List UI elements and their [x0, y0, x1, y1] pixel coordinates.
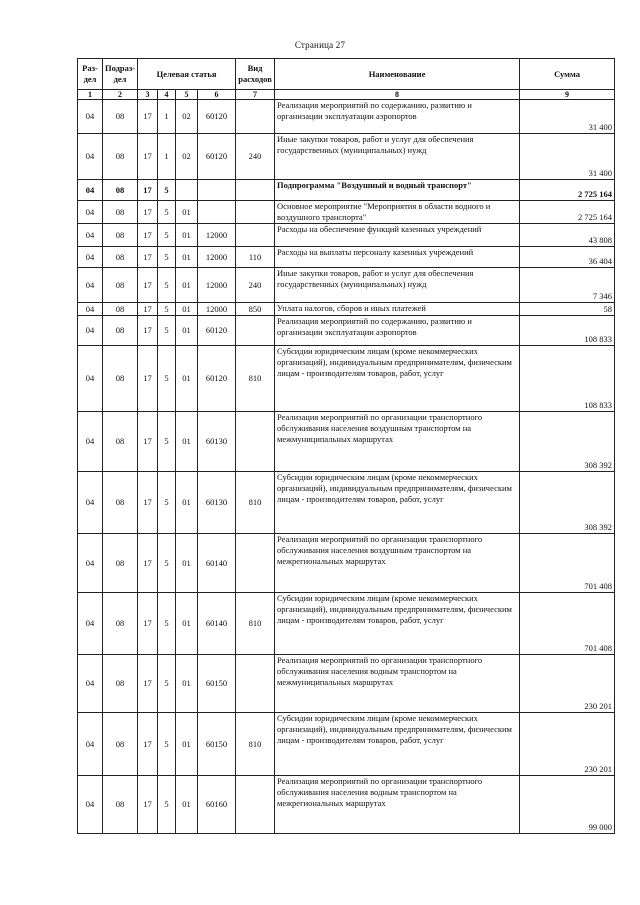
- cell-razdel: 04: [78, 776, 103, 834]
- cell-program: 17: [138, 346, 158, 412]
- cell-event: 01: [176, 268, 198, 303]
- cell-program: 17: [138, 655, 158, 713]
- cell-program: 17: [138, 316, 158, 346]
- cell-subprogram: 5: [158, 472, 176, 534]
- cell-event: 02: [176, 100, 198, 134]
- column-number: 8: [275, 90, 520, 100]
- cell-program: 17: [138, 303, 158, 316]
- cell-podrazdel: 08: [103, 100, 138, 134]
- cell-sum: 99 000: [520, 776, 615, 834]
- cell-target-code: 60120: [198, 100, 236, 134]
- cell-podrazdel: 08: [103, 316, 138, 346]
- cell-program: 17: [138, 713, 158, 776]
- cell-vid: 810: [236, 713, 275, 776]
- table-row: [78, 247, 615, 268]
- cell-target-code: 12000: [198, 224, 236, 247]
- cell-target-code: 60160: [198, 776, 236, 834]
- cell-event: 01: [176, 593, 198, 655]
- column-number: 4: [158, 90, 176, 100]
- cell-sum: 31 400: [520, 100, 615, 134]
- cell-podrazdel: 08: [103, 180, 138, 201]
- cell-razdel: 04: [78, 303, 103, 316]
- cell-event: 01: [176, 472, 198, 534]
- cell-podrazdel: 08: [103, 534, 138, 593]
- cell-vid: 810: [236, 472, 275, 534]
- cell-sum: 230 201: [520, 655, 615, 713]
- cell-sum: 108 833: [520, 346, 615, 412]
- cell-program: 17: [138, 134, 158, 180]
- cell-sum: 701 408: [520, 534, 615, 593]
- cell-event: 01: [176, 534, 198, 593]
- cell-subprogram: 5: [158, 303, 176, 316]
- header-name: Наименование: [275, 59, 520, 90]
- cell-name: Иные закупки товаров, работ и услуг для обеспечения государственных (муниципальных) нужд: [275, 268, 520, 303]
- cell-subprogram: 5: [158, 201, 176, 224]
- cell-vid: 240: [236, 268, 275, 303]
- table-row: [78, 134, 615, 180]
- cell-podrazdel: 08: [103, 247, 138, 268]
- header-vid: Вид расходов: [236, 59, 275, 90]
- cell-podrazdel: 08: [103, 655, 138, 713]
- cell-name: Иные закупки товаров, работ и услуг для обеспечения государственных (муниципальных) нужд: [275, 134, 520, 180]
- header-sum: Сумма: [520, 59, 615, 90]
- cell-podrazdel: 08: [103, 134, 138, 180]
- table-row: [78, 224, 615, 247]
- cell-razdel: 04: [78, 100, 103, 134]
- column-number: 5: [176, 90, 198, 100]
- cell-podrazdel: 08: [103, 593, 138, 655]
- table-body: [78, 100, 615, 834]
- cell-vid: [236, 412, 275, 472]
- column-number: 3: [138, 90, 158, 100]
- cell-name: Реализация мероприятий по содержанию, развитию и организации эксплуатации аэропортов: [275, 316, 520, 346]
- cell-sum: 58: [520, 303, 615, 316]
- cell-vid: [236, 100, 275, 134]
- cell-target-code: 60150: [198, 713, 236, 776]
- cell-vid: 850: [236, 303, 275, 316]
- cell-target-code: [198, 180, 236, 201]
- cell-name: Субсидии юридическим лицам (кроме некоммерческих организаций), индивидуальным предпринимателям, физическим лицам - производителям товаров, работ, услуг: [275, 593, 520, 655]
- cell-target-code: 60140: [198, 534, 236, 593]
- cell-event: 01: [176, 655, 198, 713]
- cell-vid: [236, 316, 275, 346]
- cell-razdel: 04: [78, 346, 103, 412]
- cell-podrazdel: 08: [103, 201, 138, 224]
- cell-subprogram: 5: [158, 655, 176, 713]
- cell-subprogram: 5: [158, 346, 176, 412]
- cell-subprogram: 1: [158, 100, 176, 134]
- cell-podrazdel: 08: [103, 412, 138, 472]
- cell-subprogram: 1: [158, 134, 176, 180]
- table-row: [78, 655, 615, 713]
- table-row: [78, 534, 615, 593]
- cell-podrazdel: 08: [103, 303, 138, 316]
- cell-name: Основное мероприятие "Мероприятия в области водного и воздушного транспорта": [275, 201, 520, 224]
- cell-target-code: 60120: [198, 134, 236, 180]
- cell-event: 02: [176, 134, 198, 180]
- column-number: 1: [78, 90, 103, 100]
- cell-vid: 240: [236, 134, 275, 180]
- cell-sum: 2 725 164: [520, 180, 615, 201]
- cell-program: 17: [138, 201, 158, 224]
- cell-sum: 43 808: [520, 224, 615, 247]
- cell-sum: 230 201: [520, 713, 615, 776]
- cell-razdel: 04: [78, 655, 103, 713]
- cell-name: Уплата налогов, сборов и иных платежей: [275, 303, 520, 316]
- cell-subprogram: 5: [158, 316, 176, 346]
- cell-program: 17: [138, 593, 158, 655]
- table-row: [78, 593, 615, 655]
- cell-event: 01: [176, 224, 198, 247]
- cell-subprogram: 5: [158, 713, 176, 776]
- cell-target-code: 60120: [198, 316, 236, 346]
- cell-name: Реализация мероприятий по содержанию, развитию и организации эксплуатации аэропортов: [275, 100, 520, 134]
- table-row: [78, 100, 615, 134]
- cell-program: 17: [138, 100, 158, 134]
- cell-podrazdel: 08: [103, 472, 138, 534]
- cell-program: 17: [138, 472, 158, 534]
- column-number: 7: [236, 90, 275, 100]
- table-row: [78, 713, 615, 776]
- budget-table: [77, 58, 615, 834]
- cell-sum: 2 725 164: [520, 201, 615, 224]
- cell-vid: [236, 776, 275, 834]
- cell-event: 01: [176, 201, 198, 224]
- table-row: [78, 201, 615, 224]
- cell-name: Подпрограмма "Воздушный и водный транспорт": [275, 180, 520, 201]
- table-row: [78, 346, 615, 412]
- cell-razdel: 04: [78, 247, 103, 268]
- cell-vid: [236, 180, 275, 201]
- cell-name: Расходы на обеспечение функций казенных учреждений: [275, 224, 520, 247]
- cell-subprogram: 5: [158, 180, 176, 201]
- cell-razdel: 04: [78, 180, 103, 201]
- cell-vid: [236, 224, 275, 247]
- cell-name: Расходы на выплаты персоналу казенных учреждений: [275, 247, 520, 268]
- cell-event: 01: [176, 713, 198, 776]
- cell-name: Субсидии юридическим лицам (кроме некоммерческих организаций), индивидуальным предпринимателям, физическим лицам - производителям товаров, работ, услуг: [275, 713, 520, 776]
- cell-razdel: 04: [78, 201, 103, 224]
- cell-event: 01: [176, 247, 198, 268]
- cell-subprogram: 5: [158, 412, 176, 472]
- cell-podrazdel: 08: [103, 713, 138, 776]
- cell-target-code: 60140: [198, 593, 236, 655]
- table-row: [78, 776, 615, 834]
- header-razdel: Раз-дел: [78, 59, 103, 90]
- cell-target-code: 60120: [198, 346, 236, 412]
- column-number-row: [78, 90, 615, 100]
- cell-razdel: 04: [78, 268, 103, 303]
- cell-subprogram: 5: [158, 593, 176, 655]
- cell-podrazdel: 08: [103, 346, 138, 412]
- cell-event: 01: [176, 316, 198, 346]
- table-row: [78, 180, 615, 201]
- cell-target-code: 12000: [198, 303, 236, 316]
- cell-vid: [236, 201, 275, 224]
- cell-podrazdel: 08: [103, 776, 138, 834]
- cell-razdel: 04: [78, 534, 103, 593]
- page-number: Страница 27: [294, 40, 346, 50]
- cell-sum: 7 346: [520, 268, 615, 303]
- table-row: [78, 303, 615, 316]
- table-row: [78, 472, 615, 534]
- table-row: [78, 316, 615, 346]
- cell-program: 17: [138, 412, 158, 472]
- cell-target-code: [198, 201, 236, 224]
- cell-vid: 810: [236, 593, 275, 655]
- cell-sum: 36 404: [520, 247, 615, 268]
- cell-vid: [236, 534, 275, 593]
- cell-subprogram: 5: [158, 247, 176, 268]
- cell-event: [176, 180, 198, 201]
- cell-event: 01: [176, 776, 198, 834]
- cell-name: Реализация мероприятий по организации транспортного обслуживания населения водным транспортом на межрегиональных маршрутах: [275, 776, 520, 834]
- cell-program: 17: [138, 776, 158, 834]
- cell-program: 17: [138, 247, 158, 268]
- cell-target-code: 60150: [198, 655, 236, 713]
- column-number: 2: [103, 90, 138, 100]
- cell-sum: 308 392: [520, 412, 615, 472]
- header-target: Целевая статья: [138, 59, 236, 90]
- table-header-row: [78, 59, 615, 90]
- cell-razdel: 04: [78, 472, 103, 534]
- cell-subprogram: 5: [158, 224, 176, 247]
- cell-razdel: 04: [78, 224, 103, 247]
- cell-razdel: 04: [78, 134, 103, 180]
- column-number: 6: [198, 90, 236, 100]
- cell-razdel: 04: [78, 593, 103, 655]
- cell-vid: 810: [236, 346, 275, 412]
- column-number: 9: [520, 90, 615, 100]
- cell-event: 01: [176, 303, 198, 316]
- cell-razdel: 04: [78, 713, 103, 776]
- cell-vid: 110: [236, 247, 275, 268]
- cell-program: 17: [138, 224, 158, 247]
- cell-sum: 108 833: [520, 316, 615, 346]
- cell-target-code: 12000: [198, 268, 236, 303]
- cell-razdel: 04: [78, 316, 103, 346]
- cell-name: Реализация мероприятий по организации транспортного обслуживания населения воздушным транспортом на межмуниципальных маршрутах: [275, 412, 520, 472]
- cell-subprogram: 5: [158, 776, 176, 834]
- cell-program: 17: [138, 268, 158, 303]
- cell-program: 17: [138, 534, 158, 593]
- cell-event: 01: [176, 412, 198, 472]
- cell-sum: 701 408: [520, 593, 615, 655]
- cell-vid: [236, 655, 275, 713]
- cell-name: Реализация мероприятий по организации транспортного обслуживания населения воздушным транспортом на межрегиональных маршрутах: [275, 534, 520, 593]
- cell-target-code: 60130: [198, 412, 236, 472]
- cell-subprogram: 5: [158, 534, 176, 593]
- cell-subprogram: 5: [158, 268, 176, 303]
- table-row: [78, 412, 615, 472]
- cell-podrazdel: 08: [103, 224, 138, 247]
- cell-name: Реализация мероприятий по организации транспортного обслуживания населения водным транспортом на межмуниципальных маршрутах: [275, 655, 520, 713]
- cell-sum: 308 392: [520, 472, 615, 534]
- cell-sum: 31 400: [520, 134, 615, 180]
- cell-podrazdel: 08: [103, 268, 138, 303]
- cell-target-code: 12000: [198, 247, 236, 268]
- header-podrazdel: Подраз-дел: [103, 59, 138, 90]
- cell-name: Субсидии юридическим лицам (кроме некоммерческих организаций), индивидуальным предпринимателям, физическим лицам - производителям товаров, работ, услуг: [275, 472, 520, 534]
- cell-program: 17: [138, 180, 158, 201]
- cell-target-code: 60130: [198, 472, 236, 534]
- cell-razdel: 04: [78, 412, 103, 472]
- table-row: [78, 268, 615, 303]
- cell-name: Субсидии юридическим лицам (кроме некоммерческих организаций), индивидуальным предпринимателям, физическим лицам - производителям товаров, работ, услуг: [275, 346, 520, 412]
- cell-event: 01: [176, 346, 198, 412]
